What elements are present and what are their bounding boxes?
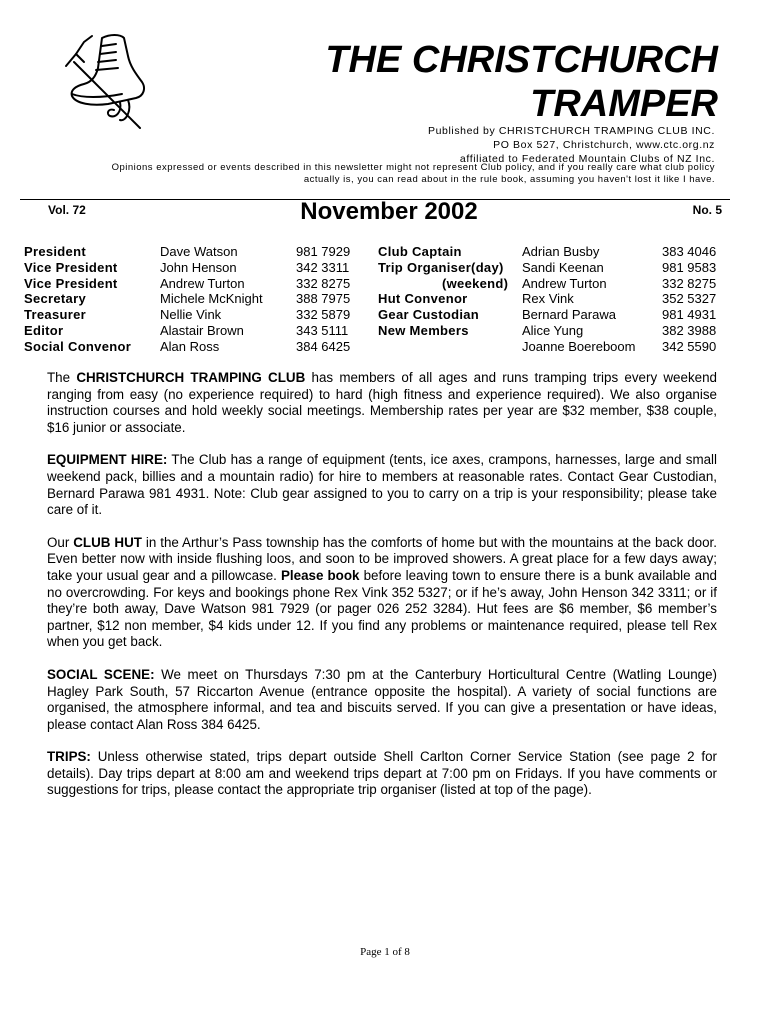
officer-phone: 981 7929	[296, 244, 351, 259]
officer-name: Michele McKnight	[160, 291, 263, 307]
officer-name: Nellie Vink	[160, 307, 222, 323]
social-paragraph	[47, 667, 717, 733]
intro-text: has members of all ages and runs tramping trips every weekend ranging from easy (no experience required) to hard (high fitness and experience required). We also organise instruction courses and hold weekly social meetings. Membership rates per year are $32 member, $38 couple, $16 junior or associate.	[47, 370, 717, 435]
issue-month-text: November 2002	[300, 198, 478, 225]
page-number: Page 1 of 8	[360, 946, 410, 958]
officer-name: Andrew Turton	[160, 275, 245, 291]
hut-text-1: in the Arthur’s Pass township has the comforts of home but with the mountains at the back door. Even better now with inside flushing loos, and soon to be improved showers. A great place for a few days away; take your usual gear and a pillowcase.	[47, 534, 717, 583]
equipment-heading: EQUIPMENT HIRE:	[47, 452, 168, 468]
officer-role: Treasurer	[24, 307, 86, 323]
officer-name: Alice Yung	[522, 323, 584, 338]
trips-text: Unless otherwise stated, trips depart outside Shell Carlton Corner Service Station (see page 2 for details). Day trips depart at 8:00 am and weekend trips depart at 7:00 pm on Fridays. If you have comments or suggestions for trips, please contact the appropriate trip organiser (listed at top of the page).	[47, 749, 717, 798]
officer-role: President	[24, 244, 86, 259]
officer-phone: 383 4046	[662, 244, 717, 259]
equipment-paragraph	[47, 452, 717, 518]
officer-name: Andrew Turton	[522, 275, 607, 291]
officer-name: Alastair Brown	[160, 323, 244, 338]
club-logo	[62, 32, 152, 132]
social-text: We meet on Thursdays 7:30 pm at the Canterbury Horticultural Centre (Watling Lounge) Hagley Park South, 57 Riccarton Avenue (entrance opposite the hospital). A variety of social functions are organised, the atmosphere informal, and tea and biscuits served. If you can give a presentation or have ideas, please contact Alan Ross 384 6425.	[47, 666, 717, 732]
officer-role: Secretary	[24, 291, 86, 307]
officer-role: Editor	[24, 323, 64, 338]
officer-phone: 332 8275	[662, 275, 717, 291]
publisher-line: Published by CHRISTCHURCH TRAMPING CLUB INC.	[427, 125, 715, 137]
officer-role: New Members	[378, 323, 469, 338]
affiliation-line: affiliated to Federated Mountain Clubs of NZ Inc.	[459, 153, 715, 165]
trips-heading: TRIPS:	[47, 749, 91, 765]
officer-role: Gear Custodian	[378, 307, 479, 323]
officer-name: Rex Vink	[522, 291, 574, 307]
address-line: PO Box 527, Christchurch, www.ctc.org.nz	[493, 139, 715, 151]
officer-name: John Henson	[160, 259, 237, 275]
officer-phone: 981 4931	[662, 307, 717, 323]
title-line-1: THE CHRISTCHURCH	[325, 39, 718, 81]
officer-name: Sandi Keenan	[522, 259, 604, 275]
officer-name: Adrian Busby	[522, 244, 600, 259]
officer-role: Hut Convenor	[378, 291, 468, 307]
officer-name: Joanne Boereboom	[522, 338, 636, 354]
masthead-title	[325, 38, 718, 126]
issue-number: No. 5	[692, 203, 722, 217]
officer-phone: 342 3311	[296, 259, 350, 275]
intro-pre: The	[47, 370, 77, 385]
officer-role: Social Convenor	[24, 338, 132, 354]
newsletter-body	[47, 370, 717, 815]
disclaimer	[40, 162, 715, 186]
disclaimer-line-1: Opinions expressed or events described in this newsletter might not represent Club policy, and if you really care what club policy	[111, 162, 715, 173]
officer-name: Alan Ross	[160, 338, 220, 354]
officer-phone: 352 5327	[662, 291, 717, 307]
boot-and-ice-axe-icon	[62, 32, 152, 132]
officer-phone: 332 8275	[296, 275, 351, 291]
officer-phone: 343 5111	[296, 323, 349, 338]
officer-phone: 981 9583	[662, 259, 717, 275]
officer-role: (weekend)	[442, 275, 509, 291]
volume-number: Vol. 72	[48, 203, 86, 217]
hut-please-book: Please book	[280, 567, 360, 583]
title-line-2: TRAMPER	[530, 83, 718, 125]
officer-name: Dave Watson	[160, 244, 238, 259]
equipment-text: The Club has a range of equipment (tents, ice axes, crampons, harnesses, large and small weekend pack, billies and a mountain radio) for hire to members at reasonable rates. Contact Gear Custodian, Bernard Parawa 981 4931. Note: Club gear assigned to you to carry on a trip is your responsibility; please take care of it.	[47, 452, 717, 518]
hut-text-2: before leaving town to ensure there is a bunk available and no overcrowding. For keys and bookings phone Rex Vink 352 5327; or if he’s away, John Henson 342 3311; or if they’re both away, Dave Watson 981 7929 (or pager 026 252 3284). Hut fees are $6 member, $6 member’s partner, $12 non member, $4 kids under 12. If you find any problems or maintenance required, please tell Rex when you get back.	[47, 567, 717, 650]
officer-role: Club Captain	[378, 244, 462, 259]
officer-name: Bernard Parawa	[522, 307, 616, 323]
issue-month	[0, 198, 770, 226]
officer-role: Vice President	[24, 275, 118, 291]
social-heading: SOCIAL SCENE:	[47, 666, 155, 682]
trips-paragraph	[47, 749, 717, 799]
officer-phone: 384 6425	[296, 338, 351, 354]
disclaimer-line-2: actually is, you can read about in the rule book, assuming you haven't lost it like I have.	[303, 174, 715, 185]
officer-phone: 382 3988	[662, 323, 717, 338]
publisher-block	[428, 124, 715, 166]
intro-bold: CHRISTCHURCH TRAMPING CLUB	[76, 370, 306, 385]
intro-paragraph	[47, 370, 717, 436]
officer-phone: 342 5590	[662, 338, 717, 354]
officer-phone: 332 5879	[296, 307, 351, 323]
hut-paragraph	[47, 535, 717, 651]
officer-role: Trip Organiser(day)	[378, 259, 504, 275]
hut-pre: Our	[47, 534, 74, 550]
officer-role: Vice President	[24, 259, 118, 275]
officer-phone: 388 7975	[296, 291, 351, 307]
hut-heading: CLUB HUT	[73, 534, 142, 550]
